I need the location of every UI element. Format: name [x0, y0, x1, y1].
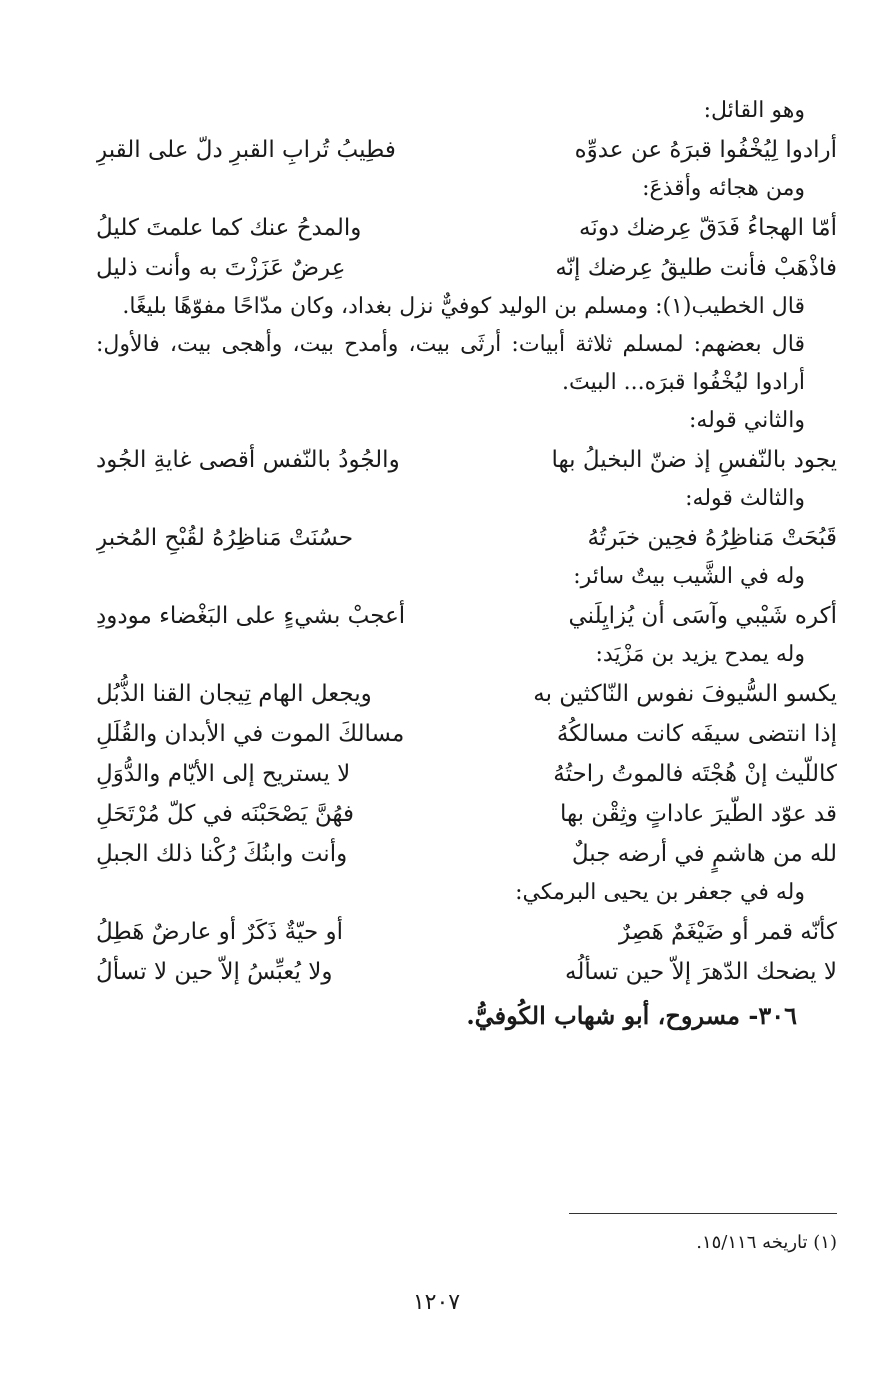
- footnote: (١) تاريخه ١٥/١١٦.: [696, 1232, 837, 1253]
- intro-line: ومن هجائه وأقذعَ:: [642, 176, 805, 201]
- second-hemistich: ولا يُعبِّسُ إلاّ حين لا تسألُ: [96, 959, 333, 985]
- second-hemistich: فهُنَّ يَصْحَبْنَه في كلّ مُرْتَحَلِ: [96, 801, 354, 827]
- first-hemistich: لله من هاشمٍ في أرضه جبلٌ: [571, 841, 837, 867]
- second-hemistich: عِرضٌ عَزَزْتَ به وأنت ذليل: [96, 255, 346, 281]
- first-hemistich: أكره شَيْبي وآسَى أن يُزايِلَني: [568, 603, 837, 629]
- intro-line: وله في جعفر بن يحيى البرمكي:: [515, 880, 805, 905]
- first-hemistich: أرادوا لِيُخْفُوا قبرَهُ عن عدوِّه: [574, 137, 837, 163]
- verse-line: [96, 794, 837, 834]
- verse-line: [96, 912, 837, 952]
- second-hemistich: ويجعل الهام تِيجان القنا الذُّبُل: [96, 681, 372, 707]
- prose-paragraph: قال الخطيب(١): ومسلم بن الوليد كوفيٌّ نزل بغداد، وكان مدّاحًا مفوّهًا بليغًا.: [122, 294, 805, 319]
- second-hemistich: والمدحُ عنك كما علمتَ كليلُ: [96, 215, 362, 241]
- intro-line: والثالث قوله:: [685, 486, 805, 511]
- entry-heading: ٣٠٦- مسروح، أبو شهاب الكُوفيُّ.: [466, 1001, 797, 1030]
- first-hemistich: قَبُحَتْ مَناظِرُهُ فحِين خبَرتُهُ: [587, 525, 837, 551]
- verse-line: [96, 440, 837, 480]
- second-hemistich: لا يستريح إلى الأيّام والدُّوَلِ: [96, 761, 351, 787]
- verse-line: [96, 952, 837, 992]
- verse-line: [96, 596, 837, 636]
- second-hemistich: والجُودُ بالنّفس أقصى غايةِ الجُود: [96, 447, 400, 473]
- first-hemistich: لا يضحك الدّهرَ إلاّ حين تسألُه: [565, 959, 837, 985]
- first-hemistich: قد عوّد الطّيرَ عاداتٍ وثِقْن بها: [559, 801, 837, 827]
- second-hemistich: وأنت وابنُكَ رُكْنا ذلك الجبلِ: [96, 841, 348, 867]
- verse-line: [96, 248, 837, 288]
- first-hemistich: كاللّيث إنْ هُجْتَه فالموتُ راحتُهُ: [553, 761, 837, 787]
- first-hemistich: يكسو السُّيوفَ نفوس النّاكثين به: [533, 681, 837, 707]
- second-hemistich: فطِيبُ تُرابِ القبرِ دلّ على القبرِ: [96, 137, 396, 163]
- intro-line: والثاني قوله:: [688, 408, 805, 433]
- second-hemistich: حسُنَتْ مَناظِرُهُ لقُبْحِ المُخبرِ: [96, 525, 354, 551]
- page-body: [96, 92, 837, 1038]
- first-hemistich: يجود بالنّفسِ إذ ضنّ البخيلُ بها: [551, 447, 837, 473]
- first-hemistich: فاذْهَبْ فأنت طليقُ عِرضك إنّه: [555, 255, 837, 281]
- second-hemistich: أعجبْ بشيءٍ على البَغْضاء مودودِ: [96, 603, 406, 629]
- verse-line: [96, 130, 837, 170]
- verse-line: [96, 714, 837, 754]
- second-hemistich: أو حيّةٌ ذَكَرٌ أو عارضٌ هَطِلُ: [96, 919, 343, 945]
- verse-line: [96, 754, 837, 794]
- intro-line: وله يمدح يزيد بن مَزْيَد:: [595, 642, 805, 667]
- verse-line: [96, 208, 837, 248]
- first-hemistich: أمّا الهجاءُ فَدَقّ عِرضك دونَه: [579, 215, 837, 241]
- first-hemistich: إذا انتضى سيفَه كانت مسالكُهُ: [556, 721, 837, 747]
- verse-line: [96, 674, 837, 714]
- page-number: ١٢٠٧: [412, 1290, 461, 1315]
- first-hemistich: كأنّه قمر أو ضَيْغَمٌ هَصِرٌ: [618, 919, 837, 945]
- verse-line: [96, 518, 837, 558]
- footnote-divider: [569, 1213, 837, 1214]
- verse-line: [96, 834, 837, 874]
- second-hemistich: مسالكَ الموت في الأبدان والقُلَلِ: [96, 721, 405, 747]
- intro-line: وهو القائل:: [703, 98, 805, 123]
- prose-paragraph: قال بعضهم: لمسلم ثلاثة أبيات: أرثَى بيت، وأمدح بيت، وأهجى بيت، فالأول: أرادوا ليُخْفُوا قبرَه... البيتَ.: [96, 332, 805, 395]
- intro-line: وله في الشَّيب بيتٌ سائر:: [573, 564, 805, 589]
